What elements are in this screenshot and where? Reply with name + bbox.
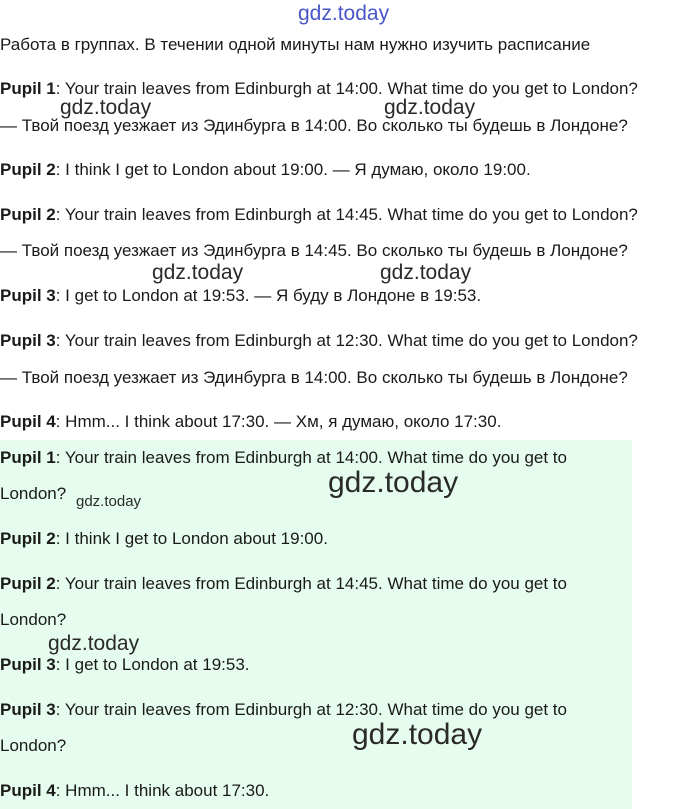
watermark: gdz.today bbox=[60, 96, 152, 119]
watermark: gdz.today bbox=[76, 493, 142, 510]
speaker-label: Pupil 1 bbox=[0, 79, 56, 98]
speaker-label: Pupil 2 bbox=[0, 574, 56, 593]
watermark: gdz.today bbox=[328, 466, 459, 499]
english-line: Pupil 2: Your train leaves from Edinburgh at 14:45. What time do you get to bbox=[0, 574, 567, 593]
dialogue-line: Pupil 1: Your train leaves from Edinburgh at 14:00. What time do you get to London? bbox=[0, 79, 638, 98]
watermark: gdz.today bbox=[384, 96, 476, 119]
speaker-label: Pupil 3 bbox=[0, 331, 56, 350]
watermark: gdz.today bbox=[380, 261, 472, 284]
watermark: gdz.today bbox=[352, 718, 483, 751]
speaker-label: Pupil 3 bbox=[0, 700, 56, 719]
english-line: Pupil 1: Your train leaves from Edinburgh at 14:00. What time do you get to bbox=[0, 448, 567, 467]
dialogue-line: — Твой поезд уезжает из Эдинбурга в 14:00. Во сколько ты будешь в Лондоне? bbox=[0, 368, 628, 387]
speaker-label: Pupil 3 bbox=[0, 655, 56, 674]
dialogue-line: — Твой поезд уезжает из Эдинбурга в 14:00. Во сколько ты будешь в Лондоне? bbox=[0, 116, 628, 135]
watermark: gdz.today bbox=[48, 632, 140, 655]
dialogue-line: Pupil 3: I get to London at 19:53. — Я буду в Лондоне в 19:53. bbox=[0, 286, 482, 305]
intro-text: Работа в группах. В течении одной минуты нам нужно изучить расписание bbox=[0, 35, 591, 54]
watermark: gdz.today bbox=[152, 261, 244, 284]
dialogue-line: Pupil 4: Hmm... I think about 17:30. — Хм, я думаю, около 17:30. bbox=[0, 412, 502, 431]
speaker-label: Pupil 1 bbox=[0, 448, 56, 467]
english-line: Pupil 3: Your train leaves from Edinburgh at 12:30. What time do you get to bbox=[0, 700, 567, 719]
speaker-label: Pupil 2 bbox=[0, 529, 56, 548]
speaker-label: Pupil 4 bbox=[0, 412, 56, 431]
english-line: Pupil 3: I get to London at 19:53. bbox=[0, 655, 250, 674]
speaker-label: Pupil 2 bbox=[0, 160, 56, 179]
dialogue-line: Pupil 3: Your train leaves from Edinburgh at 12:30. What time do you get to London? bbox=[0, 331, 638, 350]
english-line: London? bbox=[0, 736, 67, 755]
speaker-label: Pupil 4 bbox=[0, 781, 56, 800]
english-line: London? bbox=[0, 484, 67, 503]
english-line: Pupil 2: I think I get to London about 19:00. bbox=[0, 529, 328, 548]
english-line: London? bbox=[0, 610, 67, 629]
dialogue-line: — Твой поезд уезжает из Эдинбурга в 14:45. Во сколько ты будешь в Лондоне? bbox=[0, 241, 628, 260]
speaker-label: Pupil 3 bbox=[0, 286, 56, 305]
watermark: gdz.today bbox=[298, 2, 390, 25]
speaker-label: Pupil 2 bbox=[0, 205, 56, 224]
english-line: Pupil 4: Hmm... I think about 17:30. bbox=[0, 781, 270, 800]
dialogue-line: Pupil 2: I think I get to London about 19:00. — Я думаю, около 19:00. bbox=[0, 160, 531, 179]
dialogue-line: Pupil 2: Your train leaves from Edinburgh at 14:45. What time do you get to London? bbox=[0, 205, 638, 224]
